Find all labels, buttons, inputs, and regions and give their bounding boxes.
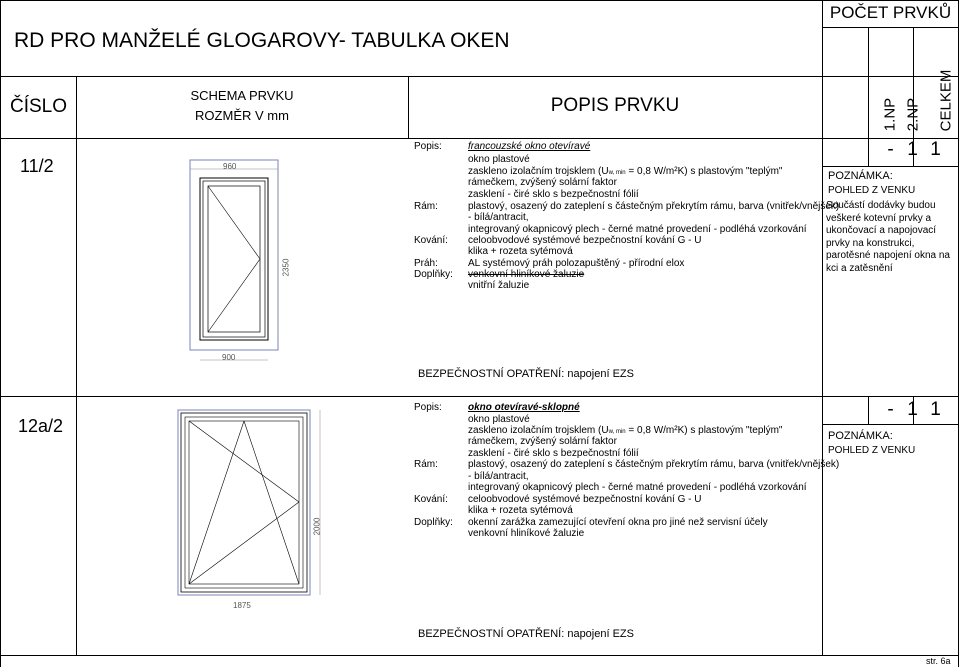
popis-line: okno plastové — [468, 154, 530, 165]
kovani-line: celoobvodové systémové bezpečnostní kování G - U — [468, 494, 702, 505]
dim-height: 2350 — [281, 258, 291, 277]
col-schema-header-2: ROZMĚR V mm — [195, 108, 289, 123]
ram-line: plastový, osazený do zateplení s částečným překrytím rámu, barva (vnitřek/vnějšek) — [468, 201, 840, 212]
col-total-header: CELKEM — [937, 69, 955, 132]
label-prah: Práh: — [414, 258, 438, 269]
label-ram: Rám: — [414, 201, 438, 212]
kovani-line: klika + rozeta sytémová — [468, 505, 573, 516]
ram-line: - bílá/antracit, — [468, 212, 529, 223]
dim-width-bottom: 900 — [222, 353, 236, 362]
col-schema-header-1: SCHEMA PRVKU — [190, 88, 294, 103]
note-extra-line: parotěsné napojení okna na — [826, 250, 950, 261]
label-kovani: Kování: — [414, 494, 448, 505]
label-doplnky: Doplňky: — [414, 517, 453, 528]
popis-title: francouzské okno otevíravé — [468, 141, 591, 152]
note-extra-line: Součástí dodávky budou — [826, 200, 936, 211]
doplnky-line: vnitřní žaluzie — [468, 280, 530, 291]
doplnky-line: okenní zarážka zamezující otevření okna pro jiné než servisní účely — [468, 517, 768, 528]
ram-line: - bílá/antracit, — [468, 471, 529, 482]
grid-line — [0, 396, 959, 397]
dim-height: 2000 — [312, 517, 322, 536]
note-line: POHLED Z VENKU — [828, 185, 916, 196]
label-popis: Popis: — [414, 402, 442, 413]
popis-line: okno plastové — [468, 414, 530, 425]
row-number: 11/2 — [20, 156, 54, 176]
grid-line — [0, 138, 959, 139]
window-schema-tilt-turn — [170, 400, 320, 605]
popis-title: okno otevíravé-sklopné — [468, 402, 580, 413]
col-number-header: ČÍSLO — [10, 96, 68, 117]
label-ram: Rám: — [414, 459, 438, 470]
safety-note: BEZPEČNOSTNÍ OPATŘENÍ: napojení EZS — [418, 368, 634, 380]
grid-line — [822, 424, 959, 425]
note-extra-line: veškeré kotevní prvky a — [826, 212, 932, 224]
count-2np: 1 — [907, 139, 918, 160]
ram-line: plastový, osazený do zateplení s částečným překrytím rámu, barva (vnitřek/vnějšek) — [468, 459, 840, 470]
dim-width-bottom: 1875 — [233, 601, 251, 610]
count-2np: 1 — [907, 399, 918, 420]
doplnky-line: venkovní hliníkové žaluzie — [468, 528, 585, 539]
note-extra-line: kci a zatěsnění — [826, 262, 893, 274]
note-extra-line: ukončovací a napojovací — [826, 225, 937, 236]
kovani-line: celoobvodové systémové bezpečnostní kování G - U — [468, 235, 702, 246]
grid-line — [0, 655, 959, 656]
grid-line — [0, 0, 959, 1]
ram-line: integrovaný okapnicový plech - černé matné provedení - podléhá vzorkování — [468, 482, 807, 493]
row-number: 12a/2 — [18, 416, 64, 436]
count-total: 1 — [930, 399, 941, 420]
doplnky-line: venkovní hliníkové žaluzie — [468, 269, 585, 280]
prah-line: AL systémový práh polozapuštěný - přírodní elox — [468, 258, 685, 269]
label-kovani: Kování: — [414, 235, 448, 246]
note-line: POHLED Z VENKU — [828, 445, 916, 456]
grid-line — [822, 27, 959, 28]
label-popis: Popis: — [414, 141, 442, 152]
popis-line: rámečkem, zvýšený solární faktor — [468, 436, 617, 447]
popis-line: zaskleno izolačním trojsklem (Uw, min = 0,8 W/m²K) s plastovým "teplým" — [468, 425, 783, 436]
popis-line: rámečkem, zvýšený solární faktor — [468, 177, 617, 188]
col-1np-header: 1.NP — [881, 97, 899, 132]
note-extra — [826, 200, 956, 275]
page-title: RD PRO MANŽELÉ GLOGAROVY- TABULKA OKEN — [14, 29, 510, 52]
safety-note: BEZPEČNOSTNÍ OPATŘENÍ: napojení EZS — [418, 628, 634, 640]
grid-line — [822, 166, 959, 167]
popis-line: zasklení - čiré sklo s bezpečnostní fólií — [468, 189, 639, 200]
popis-line: zaskleno izolačním trojsklem (Uw, min = 0,8 W/m²K) s plastovým "teplým" — [468, 166, 783, 177]
grid-line — [0, 0, 1, 667]
count-1np: - — [887, 399, 894, 420]
col-desc-header: POPIS PRVKU — [550, 95, 680, 116]
popis-line: zasklení - čiré sklo s bezpečnostní fólií — [468, 448, 639, 459]
note-title: POZNÁMKA: — [828, 430, 893, 442]
ram-line: integrovaný okapnicový plech - černé matné provedení - podléhá vzorkování — [468, 224, 807, 235]
count-title: POČET PRVKŮ — [829, 3, 952, 22]
count-total: 1 — [930, 139, 941, 160]
dim-width-top: 960 — [223, 162, 237, 171]
kovani-line: klika + rozeta sytémová — [468, 246, 573, 257]
page-number: str. 6a — [926, 656, 951, 666]
note-title: POZNÁMKA: — [828, 170, 893, 182]
grid-line — [76, 76, 77, 655]
col-2np-header: 2.NP — [904, 97, 922, 132]
note-extra-line: prvky na konstrukci, — [826, 237, 915, 249]
grid-line — [0, 76, 959, 77]
label-doplnky: Doplňky: — [414, 269, 453, 280]
grid-line — [822, 0, 823, 655]
count-1np: - — [887, 139, 894, 160]
